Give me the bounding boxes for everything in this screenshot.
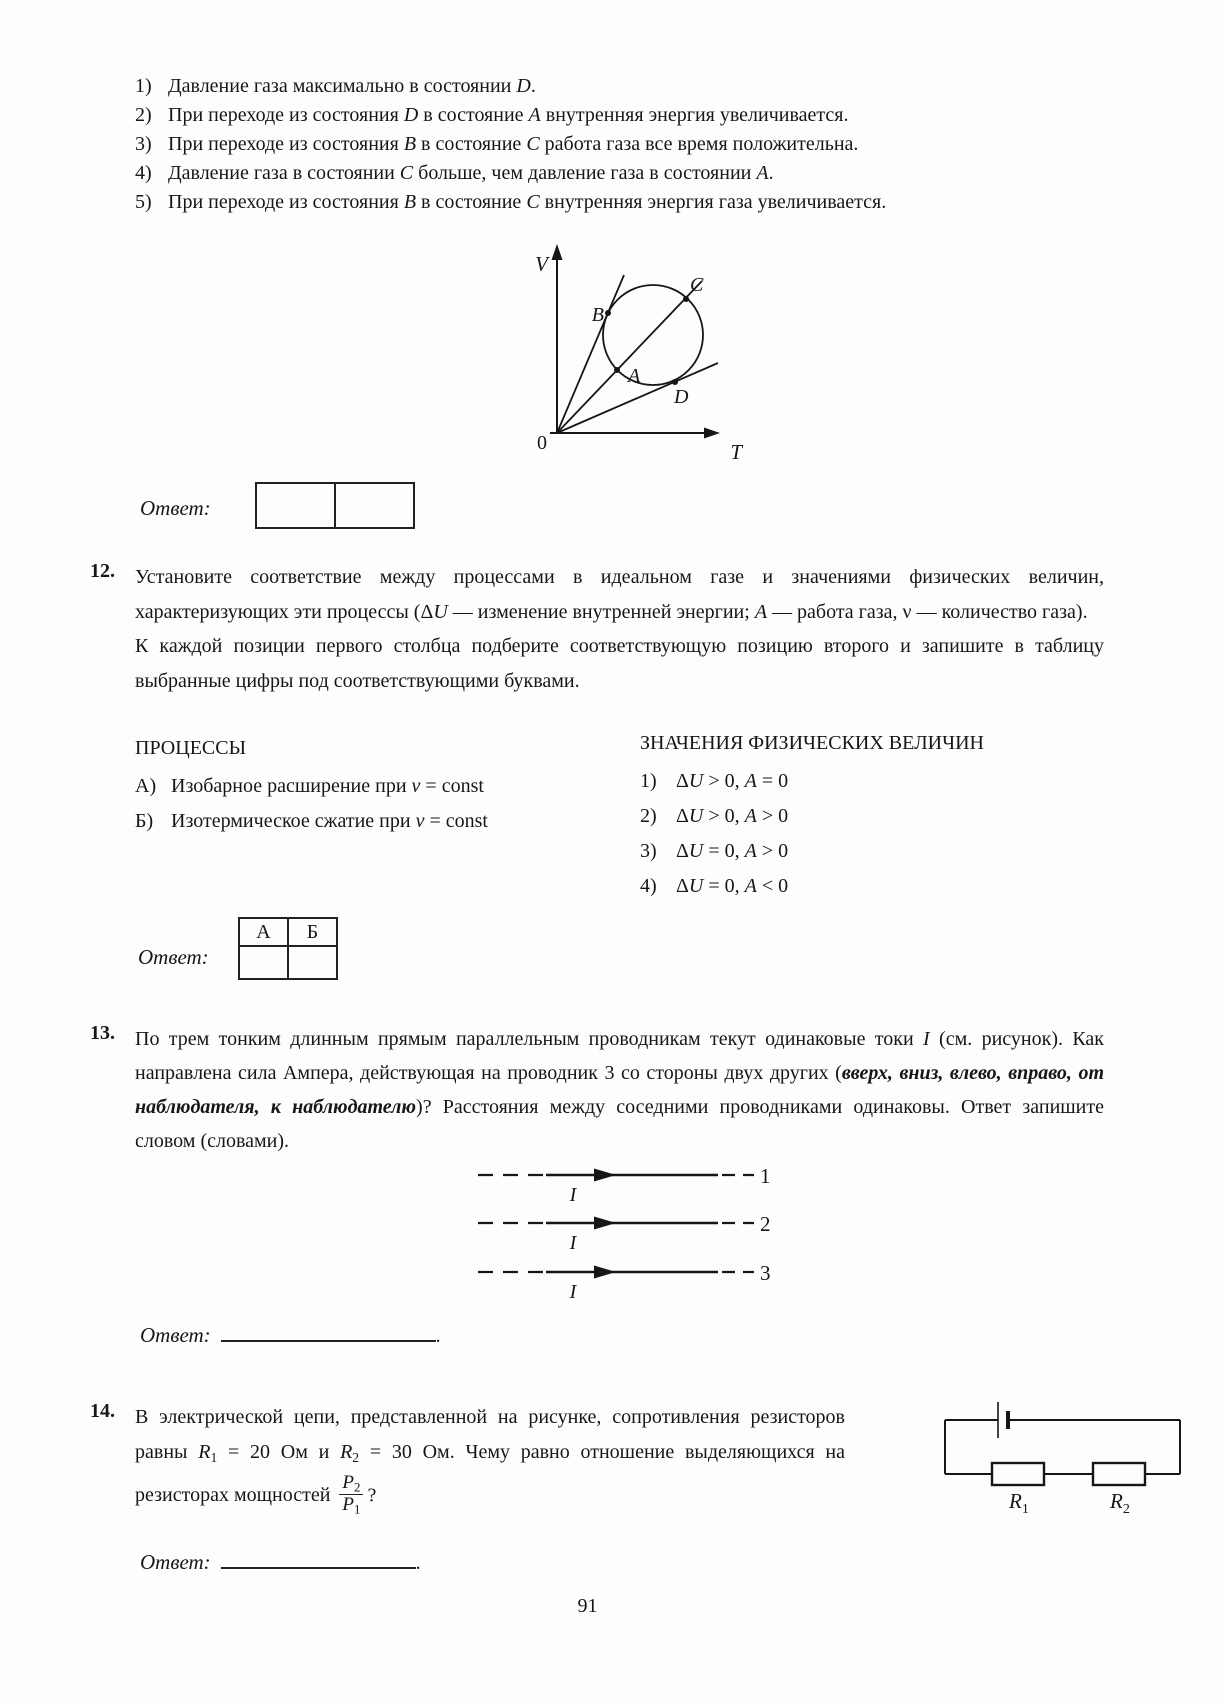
answer-cell-1[interactable] (257, 484, 336, 527)
point-D-dot (672, 379, 678, 385)
value-item-4 (640, 869, 1110, 904)
q11-option-3 (135, 130, 1130, 159)
wire-3-number: 3 (760, 1261, 771, 1285)
answer-table-header-b: Б (288, 918, 337, 946)
item-text: ΔU = 0, A < 0 (676, 875, 789, 897)
option-number: 4) (135, 162, 152, 184)
item-text: ΔU > 0, A > 0 (676, 805, 789, 827)
wire-1-number: 1 (760, 1164, 771, 1188)
origin-label: 0 (537, 432, 547, 454)
wire-2-number: 2 (760, 1212, 771, 1236)
answer-label: Ответ: (140, 1323, 211, 1347)
v-axis-arrow-icon (552, 244, 563, 260)
q12-answer-table (238, 917, 338, 980)
option-text: Давление газа в состоянии C больше, чем давление газа в состоянии A. (168, 162, 774, 184)
circuit-figure (935, 1400, 1195, 1515)
q13-number: 13. (90, 1022, 115, 1044)
q12-paragraph-1: Установите соответствие между процессами в идеальном газе и значениями физических величин, характеризующих эти процессы (ΔU — изменение внутренней энергии; A — работа газа, ν — количество газа). (135, 566, 1104, 623)
conductors-figure (450, 1163, 780, 1303)
fraction-numerator: P2 (339, 1473, 363, 1495)
isochore-line-through-B (557, 275, 624, 433)
item-number: 3) (640, 840, 657, 862)
page-number: 91 (577, 1595, 598, 1617)
wire-1-current-arrow-icon (594, 1169, 616, 1182)
q11-option-4 (135, 159, 1130, 188)
answer-blank-line[interactable] (221, 1545, 416, 1569)
t-axis-arrow-icon (704, 428, 720, 439)
q12-task (90, 560, 1104, 698)
q14-text: В электрической цепи, представленной на рисунке, сопротивления резисторов равны R1 = 20 Ом и R2 = 30 Ом. Чему равно отношение выделяющихся на резисторах мощностей (135, 1406, 845, 1507)
q11-option-5 (135, 188, 1130, 217)
value-item-3 (640, 834, 1110, 869)
point-D-label: D (674, 386, 689, 408)
point-B-label: B (591, 304, 604, 326)
wire-2-current-label: I (569, 1232, 577, 1254)
wire-2-current-arrow-icon (594, 1217, 616, 1230)
q12-values-column (640, 728, 1110, 904)
answer-table-cell-b[interactable] (288, 946, 337, 979)
option-number: 2) (135, 104, 152, 126)
answer-blank-line[interactable] (221, 1318, 436, 1342)
answer-period: . (415, 1552, 421, 1574)
q11-option-2 (135, 101, 1130, 130)
q14-answer-row (140, 1545, 421, 1575)
q14-number: 14. (90, 1400, 115, 1422)
item-number: 2) (640, 805, 657, 827)
item-number: 4) (640, 875, 657, 897)
q12-paragraph-2: К каждой позиции первого столбца подберите соответствующую позицию второго и запишите в таблицу выбранные цифры под соответствующими буквами. (135, 635, 1104, 692)
point-C-dot (683, 296, 689, 302)
process-item-b (135, 804, 615, 839)
wire-3-current-label: I (569, 1281, 577, 1303)
option-text: При переходе из состояния B в состояние C внутренняя энергия газа увеличивается. (168, 191, 887, 213)
option-text: Давление газа максимально в состоянии D. (168, 75, 536, 97)
option-text: При переходе из состояния B в состояние C работа газа все время положительна. (168, 133, 859, 155)
fraction-denominator: P1 (342, 1493, 361, 1517)
q11-option-1 (135, 72, 1130, 101)
q12-processes-column (135, 733, 615, 839)
value-item-1 (640, 764, 1110, 799)
point-A-dot (614, 367, 620, 373)
q14-task (90, 1400, 1195, 1518)
wire-1-current-label: I (569, 1184, 577, 1206)
q14-question-mark: ? (367, 1484, 377, 1507)
option-number: 3) (135, 133, 152, 155)
q11-options-list (135, 72, 1130, 217)
point-C-label: C (690, 274, 704, 296)
resistor-r1-label: $R_1$ (1009, 1489, 1029, 1517)
values-header: ЗНАЧЕНИЯ ФИЗИЧЕСКИХ ВЕЛИЧИН (640, 732, 984, 754)
q14-paragraph (135, 1400, 845, 1518)
value-item-2 (640, 799, 1110, 834)
point-A-label: A (628, 365, 641, 387)
q13-paragraph: По трем тонким длинным прямым параллельным проводникам текут одинаковые токи I (см. рисунок). Как направлена сила Ампера, действующая на проводник 3 со стороны двух других (вверх, вниз, влево, вправо, от наблюдателя, к наблюдателю)? Расстояния между соседними проводниками одинаковы. Ответ запишите словом (словами). (135, 1028, 1104, 1152)
point-B-dot (605, 310, 611, 316)
option-number: 1) (135, 75, 152, 97)
processes-header: ПРОЦЕССЫ (135, 737, 247, 759)
answer-label: Ответ: (140, 1550, 211, 1574)
item-text: Изобарное расширение при ν = const (171, 775, 484, 797)
option-text: При переходе из состояния D в состояние A внутренняя энергия увеличивается. (168, 104, 849, 126)
resistor-r1 (992, 1463, 1044, 1485)
item-text: Изотермическое сжатие при ν = const (171, 810, 488, 832)
q11-answer-box (255, 482, 415, 529)
item-letter: Б) (135, 810, 154, 832)
item-text: ΔU > 0, A = 0 (676, 770, 789, 792)
wire-3-current-arrow-icon (594, 1266, 616, 1279)
item-number: 1) (640, 770, 657, 792)
item-text: ΔU = 0, A > 0 (676, 840, 789, 862)
item-letter: А) (135, 775, 157, 797)
t-axis-label: T (730, 440, 742, 464)
v-axis-label: V (535, 252, 548, 276)
answer-table-header-a: А (239, 918, 288, 946)
answer-period: . (435, 1325, 441, 1347)
answer-cell-2[interactable] (336, 484, 413, 527)
answer-label: Ответ: (138, 945, 209, 969)
answer-label: Ответ: (140, 496, 211, 520)
isochore-line-through-AC (557, 281, 702, 433)
answer-table-cell-a[interactable] (239, 946, 288, 979)
process-item-a (135, 769, 615, 804)
power-ratio-fraction (339, 1473, 363, 1516)
q13-answer-row (140, 1318, 441, 1348)
q13-task (90, 1022, 1104, 1158)
resistor-r2-label: $R_2$ (1110, 1489, 1130, 1517)
resistor-r2 (1093, 1463, 1145, 1485)
option-number: 5) (135, 191, 152, 213)
q12-number: 12. (90, 560, 115, 582)
vt-diagram-figure (400, 233, 745, 463)
